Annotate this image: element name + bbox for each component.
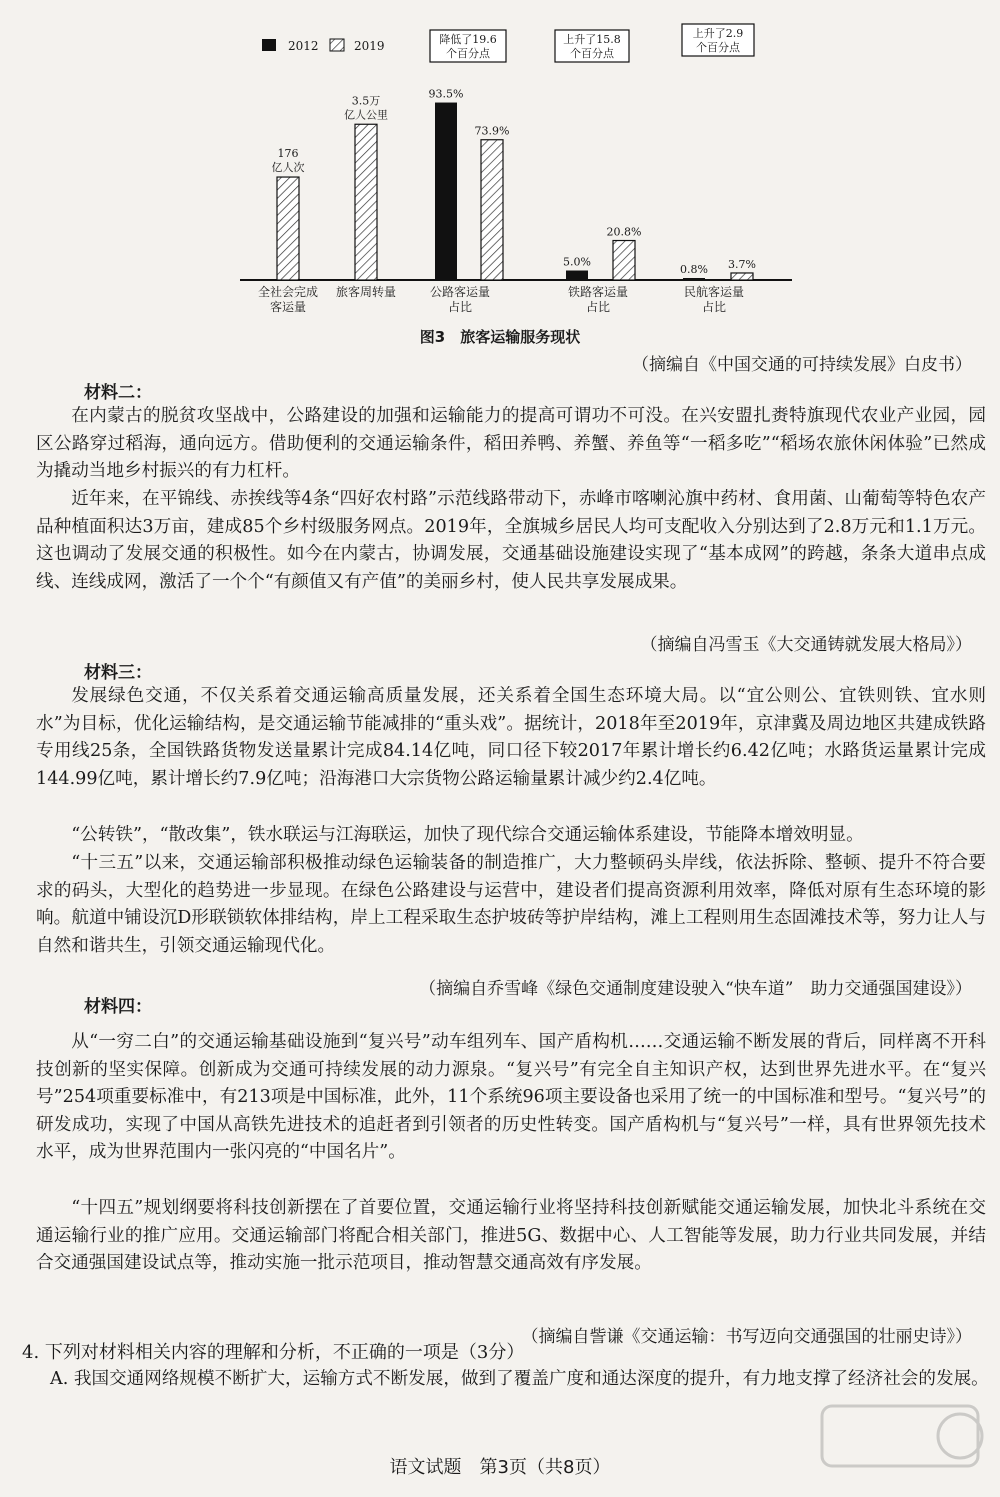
bar-2019-3 — [613, 241, 635, 280]
material2-source: （摘编自冯雪玉《大交通铸就发展大格局》） — [640, 635, 972, 655]
material4-heading: 材料四： — [84, 997, 152, 1017]
data-label-2019-1-1: 亿人公里 — [344, 108, 388, 122]
category-label-1-0: 旅客周转量 — [335, 285, 397, 299]
source-citation-1: （摘编自《中国交通的可持续发展》白皮书） — [632, 355, 972, 375]
data-label-2012-3: 5.0% — [563, 255, 591, 269]
bar-2019-2 — [481, 140, 503, 280]
data-label-2019-2: 73.9% — [474, 124, 510, 138]
watermark-logo — [810, 1400, 990, 1495]
legend-label-2019: 2019 — [354, 39, 385, 53]
data-label-2019-3: 20.8% — [606, 225, 642, 239]
material2-paragraph-2: 近年来，在平锦线、赤挨线等4条“四好农村路”示范线路带动下，赤峰市喀喇沁旗中药材、食用菌、山葡萄等特色农产品种植面积达3万亩，建成85个乡村级服务网点。2019年，全旗城乡居民人均可支配收入分别达到了2.8万元和1.1万元。这也调动了发展交通的积极性。如今在内蒙古，协调发展，交通基础设施建设实现了“基本成网”的跨越，条条大道串点成线、连线成网，激活了一个个“有颜值又有产值”的美丽乡村，使人民共享发展成果。 — [36, 489, 986, 592]
category-label-0-1: 客运量 — [269, 300, 307, 314]
material4-paragraph-1: 从“一穷二白”的交通运输基础设施到“复兴号”动车组列车、国产盾构机……交通运输不断发展的背后，同样离不开科技创新的坚实保障。创新成为交通可持续发展的动力源泉。“复兴号”有完全自主知识产权，达到世界先进水平。在“复兴号”254项重要标准中，有213项是中国标准，此外，11个系统96项主要设备也采用了统一的中国标准和型号。“复兴号”的研发成功，实现了中国从高铁先进技术的追赶者到引领者的历史性转变。国产盾构机与“复兴号”一样，具有世界领先技术水平，成为世界范围内一张闪亮的“中国名片”。 — [36, 1032, 986, 1163]
annotation-text-0-0: 降低了19.6 — [439, 33, 497, 46]
category-label-3-1: 占比 — [585, 300, 611, 314]
annotation-text-1-0: 上升了15.8 — [563, 33, 621, 46]
bar-2012-3 — [566, 271, 588, 280]
material3-heading: 材料三： — [84, 663, 152, 683]
category-label-0-0: 全社会完成 — [257, 285, 319, 299]
category-label-2-0: 公路客运量 — [429, 285, 491, 299]
data-label-2019-0-1: 亿人次 — [271, 161, 305, 175]
bar-2019-1 — [355, 124, 377, 280]
bar-2019-0 — [277, 177, 299, 280]
legend-label-2012: 2012 — [288, 39, 319, 53]
category-label-3-0: 铁路客运量 — [567, 285, 629, 299]
material3-source: （摘编自乔雪峰《绿色交通制度建设驶入“快车道” 助力交通强国建设》） — [419, 979, 972, 999]
annotation-text-0-1: 个百分点 — [446, 47, 490, 60]
annotation-text-2-0: 上升了2.9 — [692, 27, 744, 40]
bar-chart — [0, 0, 1000, 330]
page-footer: 语文试题 第3页（共8页） — [389, 1457, 611, 1478]
figure-caption: 图3 旅客运输服务现状 — [419, 328, 581, 346]
material2-heading: 材料二： — [84, 383, 152, 403]
legend-swatch-2012 — [262, 39, 276, 51]
annotation-text-2-1: 个百分点 — [696, 41, 740, 54]
annotation-text-1-1: 个百分点 — [570, 47, 614, 60]
material3-paragraph-2: “公转铁”，“散改集”，铁水联运与江海联运，加快了现代综合交通运输体系建设，节能降本增效明显。 — [71, 825, 864, 845]
bar-2012-2 — [435, 103, 457, 280]
bar-2019-4 — [731, 273, 753, 280]
category-label-2-1: 占比 — [447, 300, 473, 314]
data-label-2019-1-0: 3.5万 — [351, 94, 381, 108]
data-label-2019-0-0: 176 — [277, 147, 299, 161]
question-4-stem: 4. 下列对材料相关内容的理解和分析，不正确的一项是（3分） — [22, 1342, 525, 1363]
bar-2012-4 — [683, 278, 705, 280]
material3-paragraph-3: “十三五”以来，交通运输部积极推动绿色运输装备的制造推广，大力整顿码头岸线，依法拆除、整顿、提升不符合要求的码头，大型化的趋势进一步显现。在绿色公路建设与运营中，建设者们提高资源利用效率，降低对原有生态环境的影响。航道中铺设沉D形联锁软体排结构，岸上工程采取生态护坡砖等护岸结构，滩上工程则用生态固滩技术等，努力让人与自然和谐共生，引领交通运输现代化。 — [36, 853, 986, 956]
material2-paragraph-1: 在内蒙古的脱贫攻坚战中，公路建设的加强和运输能力的提高可谓功不可没。在兴安盟扎赉特旗现代农业产业园，园区公路穿过稻海，通向远方。借助便利的交通运输条件，稻田养鸭、养蟹、养鱼等“一稻多吃”“稻场农旅休闲体验”已然成为撬动当地乡村振兴的有力杠杆。 — [36, 406, 986, 482]
material3-paragraph-1: 发展绿色交通，不仅关系着交通运输高质量发展，还关系着全国生态环境大局。以“宜公则公、宜铁则铁、宜水则水”为目标，优化运输结构，是交通运输节能减排的“重头戏”。据统计，2018年至2019年，京津冀及周边地区共建成铁路专用线25条，全国铁路货物发送量累计完成84.14亿吨，同口径下较2017年累计增长约6.42亿吨；水路货运量累计完成144.99亿吨，累计增长约7.9亿吨；沿海港口大宗货物公路运输量累计减少约2.4亿吨。 — [36, 686, 986, 789]
category-label-4-1: 占比 — [701, 300, 727, 314]
question-4-option-a: A. 我国交通网络规模不断扩大，运输方式不断发展，做到了覆盖广度和通达深度的提升，有力地支撑了经济社会的发展。 — [50, 1369, 989, 1389]
material4-source: （摘编自訾谦《交通运输：书写迈向交通强国的壮丽史诗》） — [521, 1327, 972, 1347]
legend-swatch-2019 — [330, 39, 344, 51]
category-label-4-0: 民航客运量 — [683, 285, 745, 299]
data-label-2012-4: 0.8% — [680, 263, 708, 276]
material4-paragraph-2: “十四五”规划纲要将科技创新摆在了首要位置，交通运输行业将坚持科技创新赋能交通运输发展，加快北斗系统在交通运输行业的推广应用。交通运输部门将配合相关部门，推进5G、数据中心、人工智能等发展，助力行业共同发展，并结合交通强国建设试点等，推动实施一批示范项目，推动智慧交通高效有序发展。 — [36, 1198, 986, 1274]
data-label-2012-2: 93.5% — [428, 87, 464, 101]
data-label-2019-4: 3.7% — [728, 257, 756, 271]
